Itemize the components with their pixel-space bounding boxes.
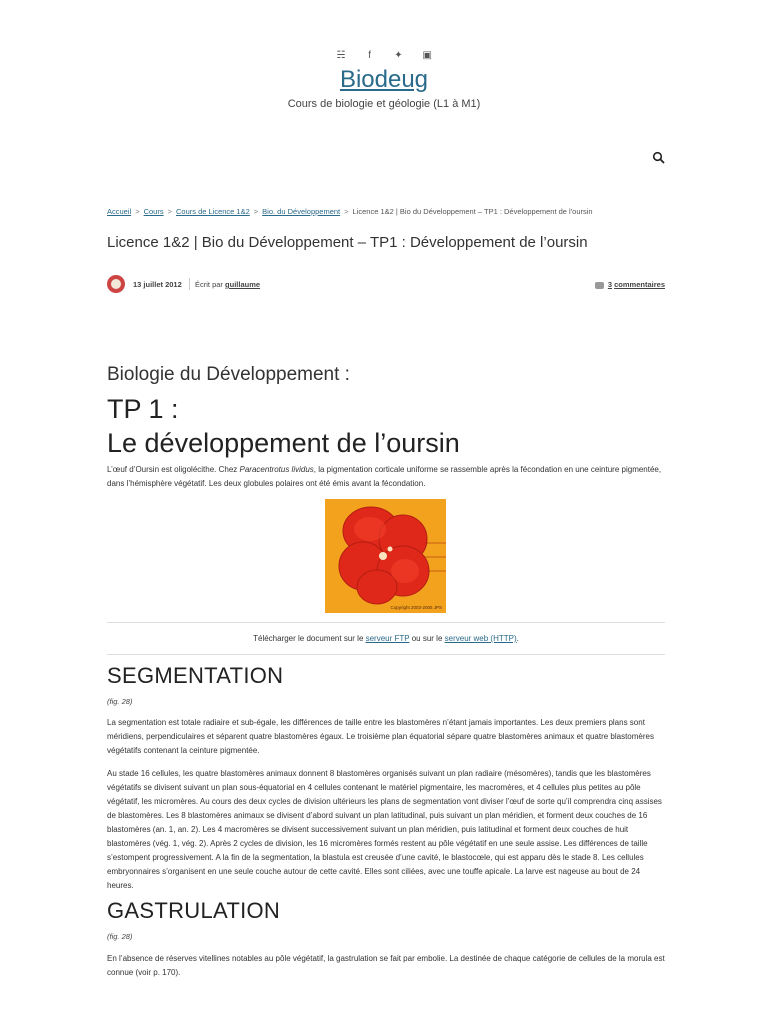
post-date: 13 juillet 2012 (133, 280, 182, 289)
download-text-a: Télécharger le document sur le (253, 634, 366, 643)
document-heading-line2: Le développement de l’oursin (107, 428, 460, 458)
twitter-icon[interactable]: ✦ (394, 50, 403, 61)
embryo-figure (325, 499, 446, 613)
breadcrumb-separator: > (135, 207, 140, 216)
post-author (195, 280, 260, 289)
ftp-link[interactable]: serveur FTP (365, 634, 410, 643)
intro-text-a: L’œuf d’Oursin est oligolécithe. Chez (107, 465, 240, 474)
segmentation-paragraph-1: La segmentation est totale radiaire et sub-égale, les différences de taille entre les blastomères n’étant jamais importantes. Les deux premiers plans sont méridiens, perpendiculaires et séparent quatre blastomères égaux. Le troisième plan équatorial sépare quatre blastomères animaux et quatre blastomères végétatifs contenant la ceinture pigmentée. (107, 718, 654, 755)
breadcrumb-separator: > (344, 207, 349, 216)
figure-reference: (fig. 28) (107, 697, 133, 706)
comments-link[interactable] (595, 280, 665, 289)
avatar[interactable] (107, 275, 125, 293)
species-name: Paracentrotus lividus (239, 465, 314, 474)
breadcrumb-cours[interactable]: Cours (143, 207, 164, 216)
breadcrumb-current: Licence 1&2 | Bio du Développement – TP1 : Développement de l'oursin (352, 207, 593, 216)
breadcrumb-separator: > (253, 207, 259, 216)
post-meta (107, 275, 665, 295)
site-title[interactable]: Biodeug (339, 66, 429, 93)
intro-paragraph (107, 463, 665, 491)
facebook-icon[interactable]: f (368, 50, 371, 61)
author-link[interactable]: guillaume (225, 280, 261, 289)
breadcrumb (107, 207, 667, 216)
breadcrumb-licence[interactable]: Cours de Licence 1&2 (175, 207, 250, 216)
divider (189, 278, 190, 290)
document-heading-line1: TP 1 : (107, 394, 179, 424)
segmentation-paragraph-2: Au stade 16 cellules, les quatre blastomères animaux donnent 8 blastomères organisés suivant un plan radiaire (mésomères), tandis que les blastomères végétatifs se divisent suivant un plan sous-équatorial en 4 cellules contenant le matériel pigmentaire, les macromères, et 4 cellules plus petites au pôle végétatif, les micromères. Au cours des deux cycles de division ultérieurs les plans de segmentation vont diviser l’œuf de sorte qu’il comprendra cinq assises de blastomères. Les 8 blastomères animaux se divisent d’abord suivant un plan latitudinal, puis suivant un plan méridien, et forment deux couches de 16 blastomères (an. 1, an. 2). Les 4 macromères se divisent successivement suivant un plan méridien, puis latitudinal et forment deux couches de huit blastomères (vég. 1, vég. 2). Après 2 cycles de division, les 16 micromères formés restent au pôle végétatif en une seule assise. Les différences de taille s’estompent progressivement. A la fin de la segmentation, la blastula est creusée d’une cavité, le blastocœle, qui est apparu dès le stade 8. Les cellules embryonnaires s’organisent en une seule couche autour de cette cavité. Elles sont ciliées, avec une touffe apicale. La larve est nageuse au bout de 24 heures. (107, 769, 662, 890)
intro-text-b: , la pigmentation corticale uniforme se rassemble après la fécondation en une ceinture pigmentée, dans l’hémisphère végétatif. Les deux globules polaires ont été émis avant la fécondation. (107, 465, 662, 488)
breadcrumb-separator: > (167, 207, 172, 216)
section-heading-segmentation: SEGMENTATION (107, 663, 284, 688)
download-box (107, 622, 665, 655)
section-heading-gastrulation: GASTRULATION (107, 898, 281, 923)
page-title: Licence 1&2 | Bio du Développement – TP1 : Développement de l’oursin (107, 234, 588, 251)
figure-reference: (fig. 28) (107, 932, 133, 941)
breadcrumb-bio-dev[interactable]: Bio. du Développement (262, 207, 341, 216)
figure-copyright: Copyright 2003-2005 JPS (390, 605, 442, 610)
download-text-b: ou sur le (409, 634, 445, 643)
comments-label: commentaires (614, 280, 665, 289)
rss-icon[interactable]: ☵ (336, 50, 346, 61)
breadcrumb-home[interactable]: Accueil (107, 207, 132, 216)
written-by-label: Écrit par (195, 280, 223, 289)
http-link[interactable]: serveur web (HTTP) (444, 634, 517, 643)
search-icon[interactable] (652, 151, 666, 165)
social-links (0, 50, 768, 62)
download-text-c: . (516, 634, 519, 643)
document-subtitle: Biologie du Développement : (107, 364, 350, 385)
gastrulation-paragraph-1: En l’absence de réserves vitellines notables au pôle végétatif, la gastrulation se fait par embolie. La destinée de chaque catégorie de cellules de la morula est connue (voir p. 170). (107, 954, 665, 977)
instagram-icon[interactable]: ▣ (422, 50, 432, 61)
comment-icon (595, 282, 604, 289)
comments-count: 3 (607, 280, 613, 289)
site-tagline: Cours de biologie et géologie (L1 à M1) (287, 98, 481, 110)
